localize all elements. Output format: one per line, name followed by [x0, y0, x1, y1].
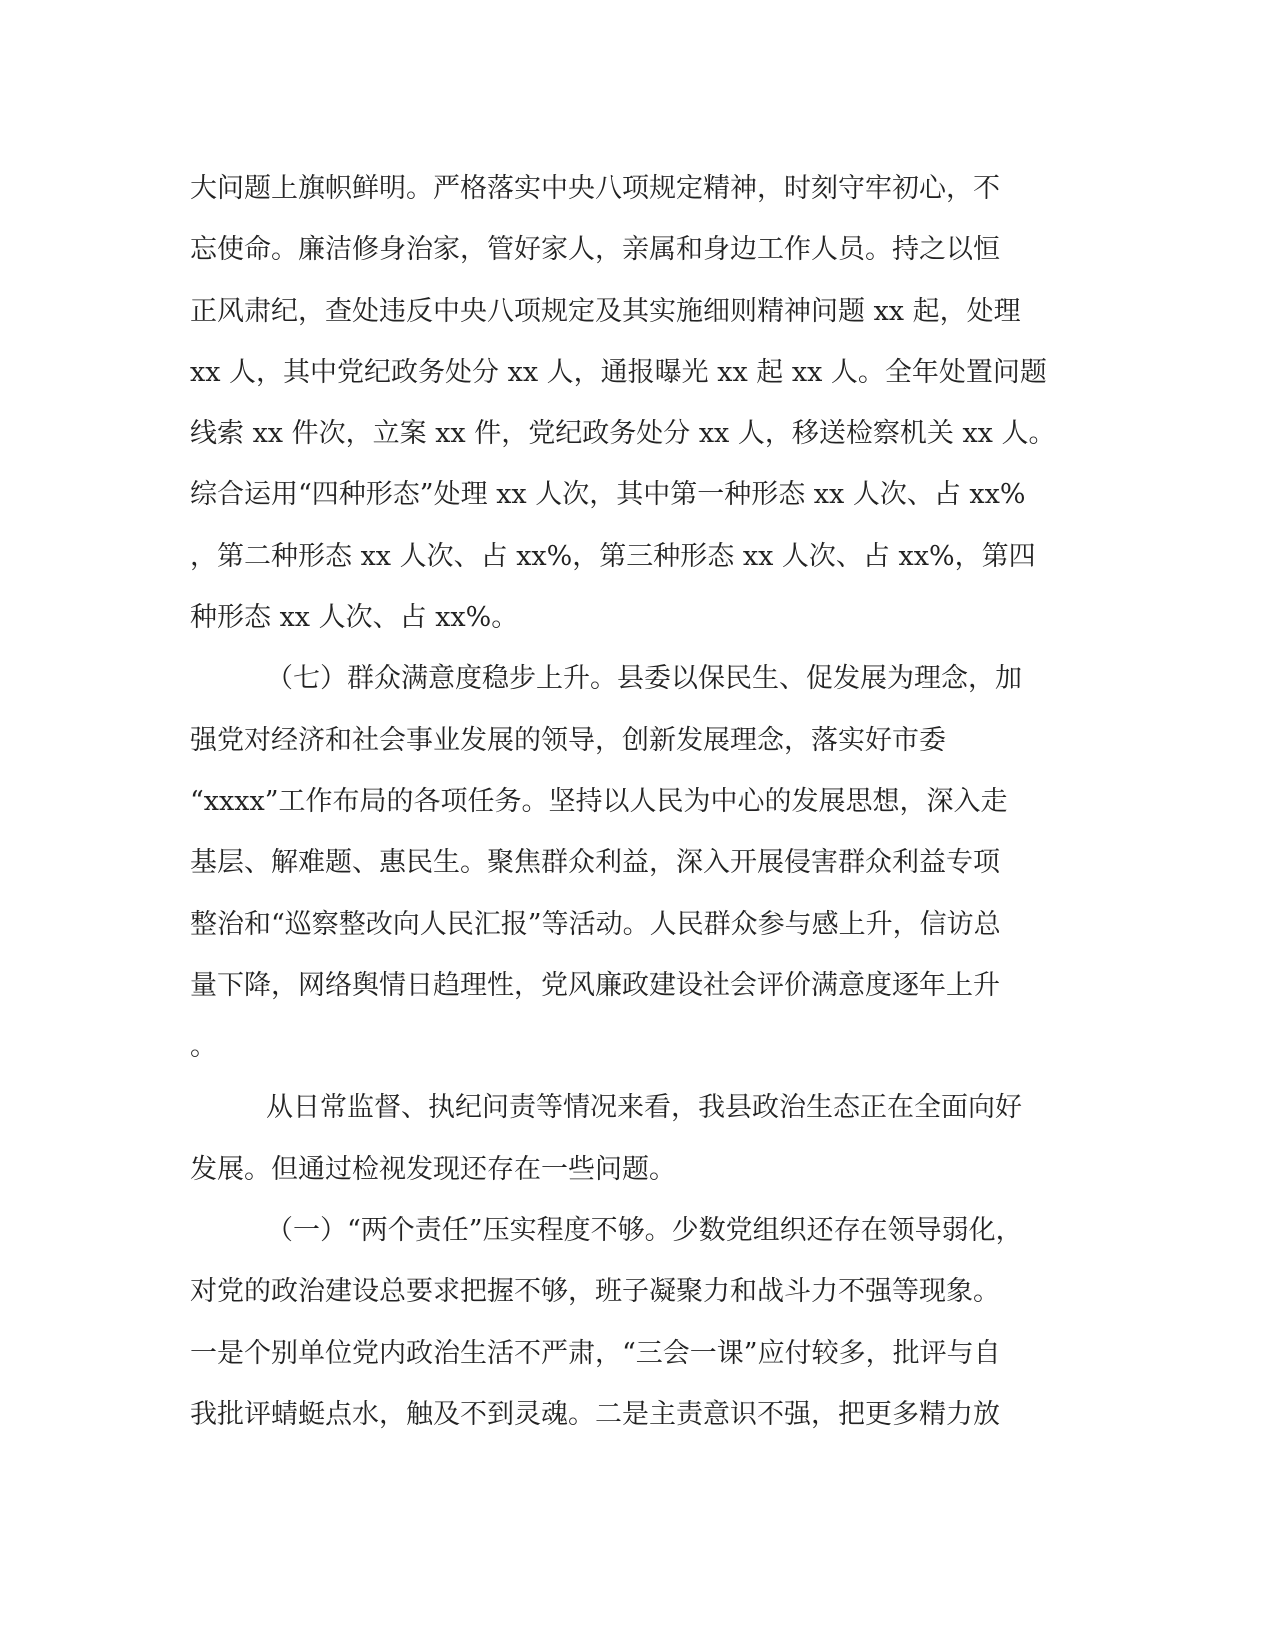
text-line: 。 — [190, 1031, 217, 1063]
text-line: “xxxx”工作布局的各项任务。坚持以人民为中心的发展思想，深入走 — [190, 785, 1008, 817]
text-line: 综合运用“四种形态”处理 xx 人次，其中第一种形态 xx 人次、占 xx% — [190, 479, 1026, 511]
text-line: 线索 xx 件次，立案 xx 件，党纪政务处分 xx 人，移送检察机关 xx 人。 — [190, 418, 1056, 450]
paragraph-start-line: （一）“两个责任”压实程度不够。少数党组织还存在领导弱化， — [266, 1215, 1023, 1247]
text-line: 发展。但通过检视发现还存在一些问题。 — [190, 1153, 676, 1185]
text-line: 强党对经济和社会事业发展的领导，创新发展理念，落实好市委 — [190, 724, 946, 756]
text-line: 种形态 xx 人次、占 xx%。 — [190, 602, 519, 634]
text-line: 量下降，网络舆情日趋理性，党风廉政建设社会评价满意度逐年上升 — [190, 969, 1000, 1001]
text-line: ，第二种形态 xx 人次、占 xx%，第三种形态 xx 人次、占 xx%，第四 — [190, 540, 1036, 572]
paragraph-start-line: 从日常监督、执纪问责等情况来看，我县政治生态正在全面向好 — [266, 1092, 1022, 1124]
text-line: 我批评蜻蜓点水，触及不到灵魂。二是主责意识不强，把更多精力放 — [190, 1398, 1000, 1430]
text-line: 基层、解难题、惠民生。聚焦群众利益，深入开展侵害群众利益专项 — [190, 847, 1000, 879]
text-line: 大问题上旗帜鲜明。严格落实中央八项规定精神，时刻守牢初心，不 — [190, 173, 1000, 204]
paragraph-start-line: （七）群众满意度稳步上升。县委以保民生、促发展为理念，加 — [266, 663, 1022, 695]
text-line: 正风肃纪，查处违反中央八项规定及其实施细则精神问题 xx 起，处理 — [190, 295, 1021, 327]
body-text — [190, 158, 1080, 1445]
text-line: 对党的政治建设总要求把握不够，班子凝聚力和战斗力不强等现象。 — [190, 1276, 1000, 1308]
text-line: 整治和“巡察整改向人民汇报”等活动。人民群众参与感上升，信访总 — [190, 908, 1001, 940]
text-line: 一是个别单位党内政治生活不严肃，“三会一课”应付较多，批评与自 — [190, 1337, 1001, 1369]
text-line: xx 人，其中党纪政务处分 xx 人，通报曝光 xx 起 xx 人。全年处置问题 — [190, 356, 1047, 388]
text-line: 忘使命。廉洁修身治家，管好家人，亲属和身边工作人员。持之以恒 — [190, 234, 1000, 266]
